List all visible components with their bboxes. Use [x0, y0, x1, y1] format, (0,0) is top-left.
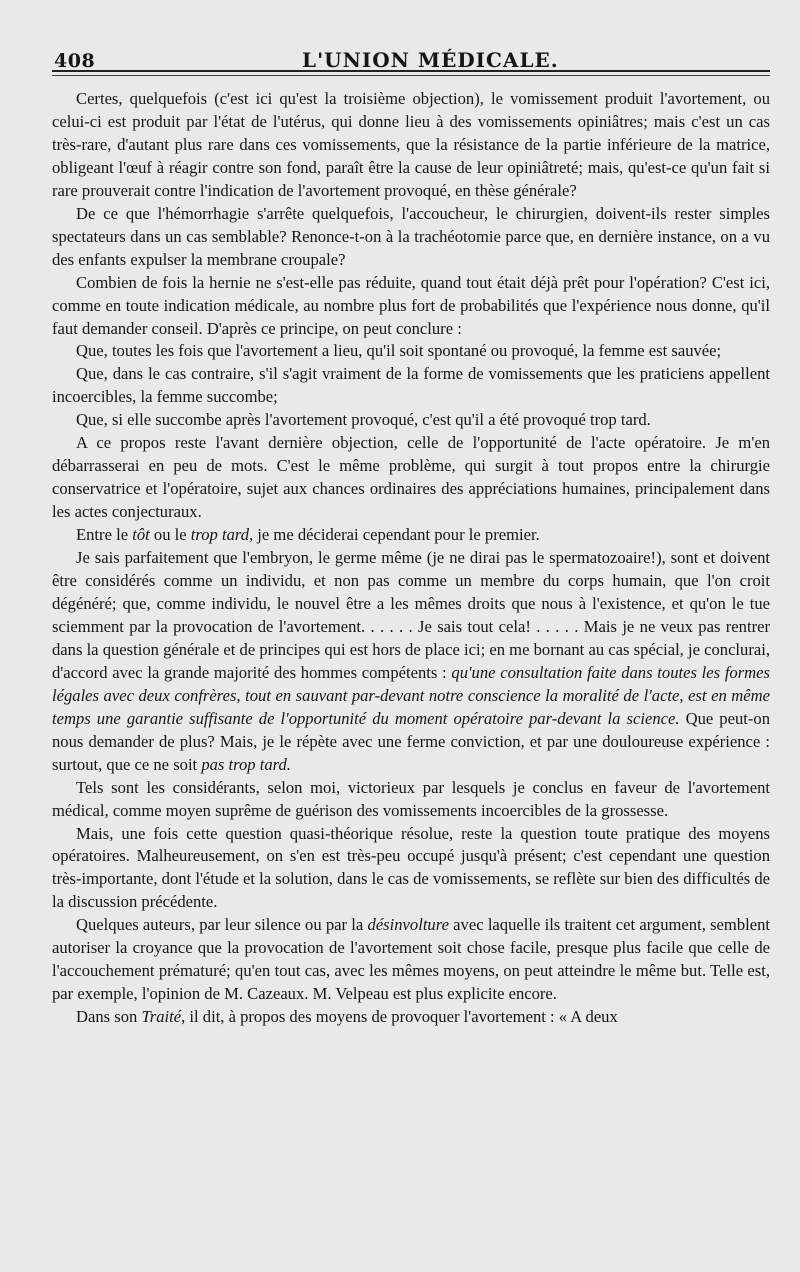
text-run: je me déciderai cependant pour le premier. [253, 525, 540, 545]
running-title: L'UNION MÉDICALE. [302, 48, 559, 72]
text-run: Certes, quelquefois (c'est ici qu'est la troisième objection), le vomissement produit l'avortement, ou celui-ci est produit par l'état de l'utérus, qui donne lieu à des vomissements opiniâtres; mais c'est un cas très-rare, d'autant plus rare dans ces vomissements, que la résistance de la partie inférieure de la matrice, obligeant l'œuf à réagir contre son fond, paraît être la cause de leur opiniâtreté; mais, qu'est-ce qu'un fait si rare prouverait contre l'indication de l'avortement provoqué, en thèse générale? [52, 89, 770, 200]
text-run: Combien de fois la hernie ne s'est-elle pas réduite, quand tout était déjà prêt pour l'opération? C'est ici, comme en toute indication médicale, au nombre plus fort de probabilités que l'expérience nous donne, qu'il faut demander conseil. D'après ce principe, on peut conclure : [52, 272, 770, 338]
text-run: Tels sont les considérants, selon moi, victorieux par lesquels je conclus en faveur de l'avortement médical, comme moyen suprême de guérison des vomissements incoercibles de la grossesse. [52, 777, 770, 820]
paragraph [52, 777, 770, 823]
text-run: avec laquelle ils traitent cet argument, semblent autoriser la croyance que la provocation de l'avortement soit chose facile, presque plus facile que celle de l'accouchement prématuré; qu'en tout cas, avec les mêmes moyens, on peut atteindre le même but. Telle est, par exemple, l'opinion de M. Cazeaux. M. Velpeau est plus explicite encore. [52, 915, 770, 1004]
italic-text: qu'une consultation faite dans toutes les formes légales avec deux confrères, tout en sauvant par-devant notre conscience la moralité de l'acte, est en même temps une garantie suffisante de l'opportunité du moment opératoire par-devant la science. [52, 662, 770, 728]
text-run: Mais, une fois cette question quasi-théorique résolue, reste la question toute pratique des moyens opératoires. Malheureusement, on s'en est très-peu occupé jusqu'à présent; c'est cependant une question très-importante, dont l'étude et la solution, dans le cas de vomissements, se reflète sur bien des difficultés de la discussion précédente. [52, 823, 770, 912]
text-run: Quelques auteurs, par leur silence ou par la [76, 915, 368, 935]
paragraph [52, 88, 770, 203]
italic-text: pas trop tard. [201, 754, 291, 774]
page-number: 408 [54, 50, 96, 72]
text-run: Que, si elle succombe après l'avortement provoqué, c'est qu'il a été provoqué trop tard. [76, 410, 651, 430]
italic-text: tôt [132, 525, 150, 545]
text-run: Que, toutes les fois que l'avortement a lieu, qu'il soit spontané ou provoqué, la femme est sauvée; [76, 341, 722, 361]
paragraph [52, 547, 770, 777]
paragraph [52, 914, 770, 1006]
paragraph [52, 363, 770, 409]
paragraph [52, 1006, 770, 1029]
italic-text: Traité, [141, 1007, 186, 1027]
paragraph [52, 203, 770, 272]
body-text [52, 88, 770, 1029]
paragraph [52, 432, 770, 524]
header-rule [52, 75, 770, 76]
paragraph [52, 340, 770, 363]
text-run: Je sais parfaitement que l'embryon, le germe même (je ne dirai pas le spermatozoaire!), sont et doivent être considérés comme un individu, et non pas comme un membre du corps humain, que l'on croit dégénéré; que, comme individu, le nouvel être a les mêmes droits que nous à l'existence, et qu'on le tue sciemment par la provocation de l'avortement. . . . . . Je sais tout cela! . . . . . Mais je ne veux pas rentrer dans la question générale et de principes qui est hors de place ici; en me bornant au cas spécial, je conclurai, d'accord avec la grande majorité des hommes compétents : [52, 548, 770, 682]
paragraph [52, 409, 770, 432]
text-run: Que, dans le cas contraire, s'il s'agit vraiment de la forme de vomissements que les praticiens appellent incoercibles, la femme succombe; [52, 364, 770, 407]
paragraph [52, 524, 770, 547]
paragraph [52, 823, 770, 915]
page-header [52, 34, 770, 72]
text-run: ou le [149, 525, 191, 545]
text-run: De ce que l'hémorrhagie s'arrête quelquefois, l'accoucheur, le chirurgien, doivent-ils rester simples spectateurs dans un cas semblable? Renonce-t-on à la trachéotomie parce que, en dernière instance, on a vu des enfants expulser la membrane croupale? [52, 203, 770, 269]
paragraph [52, 272, 770, 341]
text-run: A ce propos reste l'avant dernière objection, celle de l'opportunité de l'acte opératoire. Je m'en débarrasserai en peu de mots. C'est le même problème, qui surgit à tout propos entre la chirurgie conservatrice et l'opératoire, sujet aux chances ordinaires des appréciations humaines, principalement dans les actes conjecturaux. [52, 433, 770, 522]
text-run: Que peut-on nous demander de plus? Mais, je le répète avec une ferme conviction, et par une douloureuse expérience : surtout, que ce ne soit [52, 708, 770, 774]
italic-text: trop tard, [190, 525, 254, 545]
text-run: Dans son [76, 1007, 142, 1027]
text-run: Entre le [76, 525, 133, 545]
text-run: il dit, à propos des moyens de provoquer l'avortement : « A deux [185, 1007, 618, 1027]
italic-text: désinvolture [367, 915, 449, 935]
